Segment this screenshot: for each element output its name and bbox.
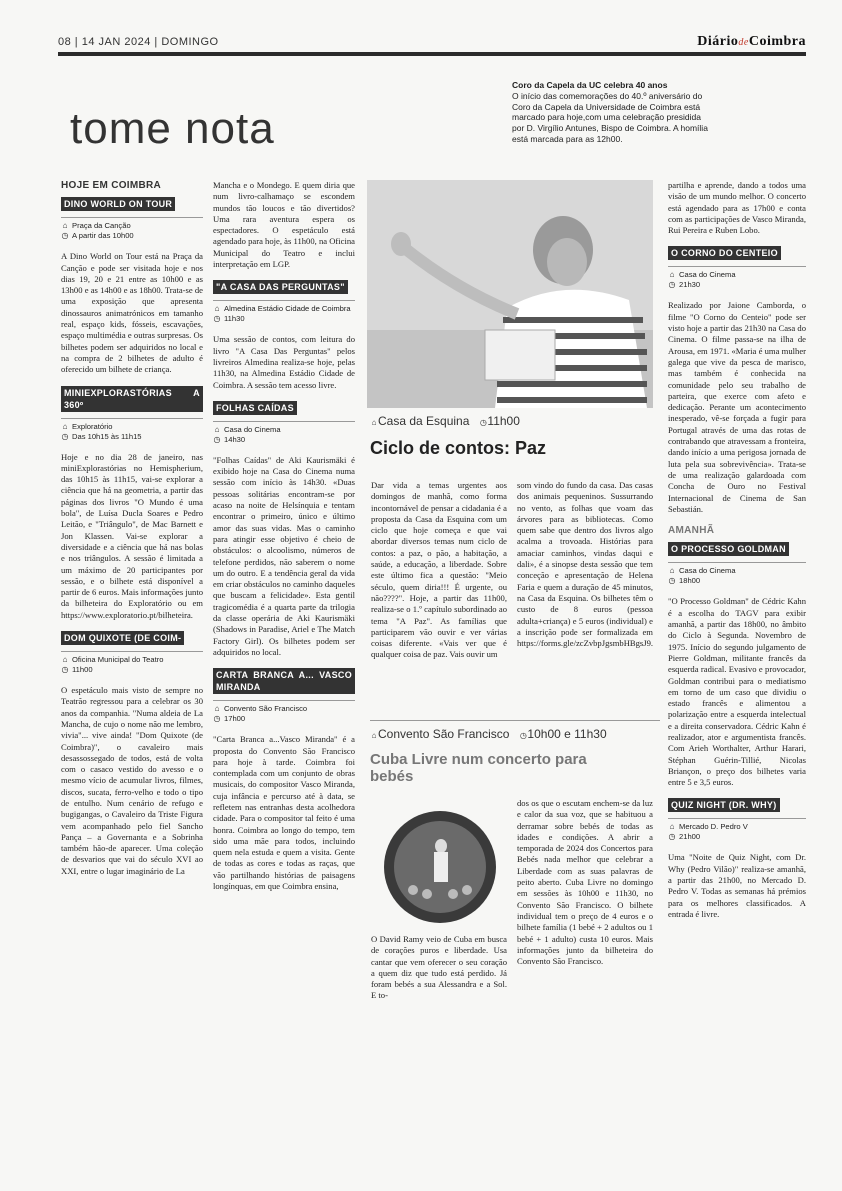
feature-location-line: ⌂ Casa da Esquina ◷11h00 xyxy=(371,414,520,428)
tomorrow-heading: AMANHÃ xyxy=(668,525,715,537)
today-heading: HOJE EM COIMBRA xyxy=(61,180,162,191)
home-icon: ⌂ xyxy=(62,655,68,665)
clock-icon: ◷ xyxy=(668,832,676,842)
event-tag-goldman: O PROCESSO GOLDMAN xyxy=(668,542,789,556)
event-info: ⌂ Convento São Francisco ◷ 17h00 xyxy=(213,700,355,724)
page-number: 08 xyxy=(58,36,72,48)
home-icon: ⌂ xyxy=(669,822,675,832)
column-1 xyxy=(61,180,203,887)
clock-icon: ◷ xyxy=(213,714,221,724)
coro-text: O início das comemorações do 40.º aniversário do Coro da Capela da Universidade de Coimbra está marcado para hoje,com uma celebração presidida por D. Virgílio Antunes, Bispo de Coimbra. A homília está marcada para as 12h00. xyxy=(512,90,708,144)
home-icon: ⌂ xyxy=(214,304,220,314)
event-tag-corno: O CORNO DO CENTEIO xyxy=(668,246,781,260)
event-info: ⌂ Mercado D. Pedro V ◷ 21h00 xyxy=(668,818,806,842)
coro-brief xyxy=(512,80,708,145)
home-icon: ⌂ xyxy=(669,566,675,576)
column-2 xyxy=(213,180,355,902)
event-text: Hoje e no dia 28 de janeiro, nas miniExplorastórias no Hemispherium, das 10h15 às 11h15, vai-se explorar a ciência que há na geometria, a partir das páginas dos livros "O Mundo é uma bola", de Luísa Ducla Soares e Pedro Leitão, e "Triângulo", de Mac Barnett e Jon Klassen. Vai-se explorar a diversidade e a ciência que há nas bolas e nos triângulos. A sessão é limitada a um máximo de 20 participantes por sessão, e o bilhete está disponível a partir de 6 euros. Mais informações junto da bilheteira do Exploratório ou em https://www.exploratorio.pt/bilheteira. xyxy=(61,451,203,620)
event-text: Uma "Noite de Quiz Night, com Dr. Why (Pedro Vilão)" realiza-se amanhã, a partir das 21h00, no Mercado D. Pedro V. Todas as semanas há prémios para os melhores classificados. A entrada é livre. xyxy=(668,852,806,919)
event-tag-mini: MINIEXPLORASTÓRIAS A 360º xyxy=(61,386,203,412)
continued-text: Mancha e o Mondego. E quem diria que num livro-calhamaço se escondem mundos tão loucos e tão divertidos? Uma rara aventura espera os espectadores. O espetáculo está agendado para hoje, às 11h00, na Oficina Municipal do Teatro e inclui interpretação em LGP. xyxy=(213,180,355,270)
event-tag-quiz: QUIZ NIGHT (DR. WHY) xyxy=(668,798,780,812)
event-text: "O Processo Goldman" de Cédric Kahn é a escolha do TAGV para exibir amanhã, a partir das 18h00, no âmbito do Ciclo à Segunda. Novembro de 1975. Início do segundo julgamento de Pierre Goldman, militante francês da esquerda radical. Evasivo e provocador, Goldman contribui para o mediatismo em torno de um caso que dividiu o estado francês e alimentou a polarização entre a esquerda intelectual e a direita conservadora. Cédric Kahn é realizador, ator e argumentista francês. Com Arieh Worthalter, Arthur Harari, Stéphan Guérin-Tillié, Nicolas Briançon, o preço dos bilhetes varia entre 5 e 3,5 euros. xyxy=(668,596,806,788)
newspaper-logo: DiáriodeCoimbra xyxy=(697,34,806,49)
event-info: ⌂ Exploratório ◷ Das 10h15 às 11h15 xyxy=(61,418,203,442)
concert-photo xyxy=(383,806,497,928)
feature-text: dos os que o escutam enchem-se da luz e calor da sua voz, que se habituou a derramar sobre bebés de todas as idades e condições. A abrir a temporada de 2024 dos Concertos para Bebés nada melhor que celebrar a Liberdade com as suas palavras de peito aberto. Cuba Livre no domingo em sessões às 10h00 e 11h30, no Convento São Francisco. O bilhete individual tem o preço de 4 euros e o bilhete família (1 bebé + 2 adultos ou 1 bebé + 1 adulto) custa 10 euros. Mais informações junto da bilheteira do Convento São Francisco. xyxy=(517,798,653,967)
header-rule xyxy=(58,52,806,56)
event-tag-dino: DINO WORLD ON TOUR xyxy=(61,197,175,211)
feature-text: som vindo do fundo da casa. Das casas dos animais pequeninos. Sussurrando no vento, as folhas que voam das árvores para as bibliotecas. Como quem sabe que dentro dos livros algo acalma a trovoada. Histórias para amaciar caminhos, vindas daqui e dali», é a sinopse desta sessão que tem conceção e apresentação de Helena Faria e quem a duração de 45 minutos, na Casa da Esquina. Os bilhetes têm o custo de 8 euros (pessoa adulta+criança) e 5 euros (individual) e a inscrição pode ser formalizada em https://forms.gle/zcZvbpJgsmbHBgsJ9. xyxy=(517,480,654,649)
feature2-col-a xyxy=(371,934,507,1002)
feature-location-line: ⌂ Convento São Francisco ◷10h00 e 11h30 xyxy=(371,727,607,741)
home-icon: ⌂ xyxy=(669,270,675,280)
clock-icon: ◷ xyxy=(61,431,69,441)
clock-icon: ◷ xyxy=(479,418,487,427)
event-text: A Dino World on Tour está na Praça da Canção e pode ser visitada hoje e nos dias 19, 20 e 21 entre as 10h00 e as 13h00 e as 14h00 e as 18h00. Trata-se de uma exposição que apresenta dinossauros animatrónicos em tamanho real, espaço kids, fósseis, escavações, espaço multimédia e outras surpresas. Os bilhetes podem ser adquiridos no local e na compra de 2 bilhetes de adulto é oferecido um bilhete de criança. xyxy=(61,251,203,375)
page-date-line: 08 | 14 JAN 2024 | DOMINGO xyxy=(58,36,219,48)
event-tag-quixote: DOM QUIXOTE (DE COIM- xyxy=(61,631,184,645)
event-info: ⌂ Almedina Estádio Cidade de Coimbra ◷ 11h30 xyxy=(213,300,355,324)
clock-icon: ◷ xyxy=(668,280,676,290)
storyteller-photo xyxy=(367,180,653,408)
issue-weekday: DOMINGO xyxy=(161,36,219,48)
event-text: Uma sessão de contos, com leitura do livro "A Casa Das Perguntas" pelos livreiros Almedina realiza-se hoje, pelas 11h30, na Almedina Estádio Cidade de Coimbra. A sessão tem acesso livre. xyxy=(213,334,355,390)
feature-casa-esquina xyxy=(370,414,650,459)
feature2-col-b xyxy=(517,798,653,967)
home-icon: ⌂ xyxy=(214,424,220,434)
home-icon: ⌂ xyxy=(214,704,220,714)
feature-text: Dar vida a temas urgentes aos domingos de manhã, como forma incontornável de pensar a cidadania é a proposta da Casa da Esquina com um ciclo que hoje começa e que vai abordar diversos temas num ciclo de contos: a paz, o pão, a habitação, a saúde, a educação, a liberdade. Sobre este último fica a questão: "Meio século, quem diria!!! É urgente, ou não????". Hoje, a partir das 11h00, realiza-se o 1.º capítulo subordinado ao tema "A Paz". As famílias que participarem vão ouvir e ver várias coisas diferente. «Vais ver que é qualquer coisa de paz. Vais ouvir um xyxy=(371,480,507,660)
event-text: "Folhas Caídas" de Aki Kaurismäki é exibido hoje na Casa do Cinema numa sessão com início às 14h30. «Duas pessoas solitárias encontram-se por acaso na noite de Helsínquia e tentam encontrar o primeiro, único e último amor das suas vidas. Mas o caminho para atingir esse objetivo é cheio de obstáculos: o alcoolismo, números de telefone perdidos, não saberem o nome um do outro. E a tendência geral da vida em criar obstáculos no caminho daqueles que buscam a felicidade». Esta gentil tragicomédia é a quarta parte da trilogia da classe operária de Aki Kaurismäki (Shadows in Paradise, Ariel e The Match Factory Girl). Os bilhetes podem ser adquiridos no local. xyxy=(213,454,355,657)
storyteller-illustration xyxy=(367,180,653,408)
issue-date: 14 JAN 2024 xyxy=(81,36,151,48)
clock-icon: ◷ xyxy=(61,665,69,675)
clock-icon: ◷ xyxy=(668,576,676,586)
home-icon: ⌂ xyxy=(62,221,68,231)
event-text: O espetáculo mais visto de sempre no Teatrão regressou para a celebrar os 30 anos da companhia. "Numa aldeia de La Mancha, de cujo o nome não me lembro, vivia"... vive ainda! "Dom Quixote (de Coimbra)", o cavaleiro mais desassossegado de todos, está de volta com o casaco vestido do avesso e o mesmo vício de acumular livros, filmes, discos, sucata, ferro-velho e todo o tipo de entulho. Num cenário de refugo e bugigangas, o Cavaleiro da Triste Figura vem acompanhado pelo fiel Sancho Pança – a Governanta e a Sobrinha também hão-de aparecer. Uma coleção de desvarios que vai do século XVI ao XXI, entre o lugar imaginário de La xyxy=(61,685,203,876)
column-5 xyxy=(668,180,806,930)
page-header xyxy=(58,34,806,54)
clock-icon: ◷ xyxy=(519,731,527,740)
feature-title: Ciclo de contos: Paz xyxy=(370,438,547,458)
continued-text: partilha e aprende, dando a todos uma visão de um mundo melhor. O concerto está agendado para as 17h00 e conta com as participações de Vasco Miranda, Rui Pereira e Ruben Lobo. xyxy=(668,180,806,236)
event-info: ⌂ Oficina Municipal do Teatro ◷ 11h00 xyxy=(61,651,203,675)
home-icon: ⌂ xyxy=(371,418,377,427)
home-icon: ⌂ xyxy=(62,421,68,431)
coro-title: Coro da Capela da UC celebra 40 anos xyxy=(512,80,668,90)
concert-illustration xyxy=(383,806,497,928)
event-tag-casa: "A CASA DAS PERGUNTAS" xyxy=(213,280,348,294)
clock-icon: ◷ xyxy=(213,434,221,444)
feature-title: Cuba Livre num concerto para bebés xyxy=(370,751,587,785)
event-info: ⌂ Casa do Cinema ◷ 21h30 xyxy=(668,266,806,290)
event-info: ⌂ Casa do Cinema ◷ 18h00 xyxy=(668,562,806,586)
event-tag-carta: CARTA BRANCA A... VASCO MIRANDA xyxy=(213,668,355,694)
feature-convento xyxy=(370,720,660,785)
clock-icon: ◷ xyxy=(213,314,221,324)
event-text: "Carta Branca a...Vasco Miranda" é a proposta do Convento São Francisco para hoje à tarde. Coimbra foi contemplada com um conjunto de obras musicais, do compositor Vasco Miranda, cuja infância e percurso até à data, se refletem nas entranhas desta acolhedora cidade. Para o compositor tal feito é uma honra. Coimbra ao longo do tempo, tem sido uma mãe para todos, incluindo quem nela estuda e quem a visita. Gente de todas as cores e todas as raças, que vão partilhando histórias de paisagens longínquas, em que Coimbra ensina, xyxy=(213,734,355,892)
event-info: ⌂ Casa do Cinema ◷ 14h30 xyxy=(213,421,355,445)
home-icon: ⌂ xyxy=(371,731,377,740)
section-title: tome nota xyxy=(70,104,275,153)
feature-text: O David Ramy veio de Cuba em busca de corações puros e liberdade. Usa cantar que vem oferecer o seu coração a quem diz que tudo está perdido. Já foram bebés a sua Alessandra e a Sol. E to- xyxy=(371,934,507,1001)
feature1-col-b xyxy=(517,480,653,649)
clock-icon: ◷ xyxy=(61,231,69,241)
event-tag-folhas: FOLHAS CAÍDAS xyxy=(213,401,297,415)
feature1-col-a xyxy=(371,480,507,661)
event-info: ⌂ Praça da Canção ◷ A partir das 10h00 xyxy=(61,217,203,241)
event-text: Realizado por Jaione Camborda, o filme "O Corno do Centeio" pode ser visto hoje a partir das 21h30 na Casa do Cinema. O filme passa-se na ilha de Arousa, em 1971. «Maria é uma mulher galega que vive da pesca de marisco, mas também é conhecida na comunidade pelo seu trabalho de parteira, que exerce com afeto e dedicação. Perante um acontecimento inesperado, vê-se forçada a fugir para Portugal através de uma das rotas de contrabando que atravessam a fronteira, dando início a uma perigosa jornada de luta pela sua sobrevivência». Trata-se de uma realização galardoada com Concha de Ouro no Festival Internacional de Cinema de San Sebastián. xyxy=(668,300,806,514)
